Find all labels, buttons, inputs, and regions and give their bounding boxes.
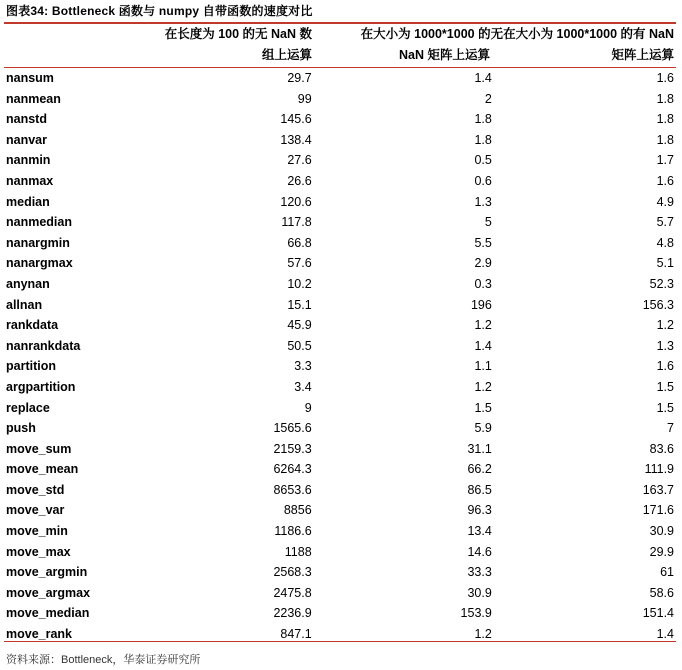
source-note: 资料来源：Bottleneck，华泰证券研究所 — [6, 654, 201, 666]
header-col2-line1: 在大小为 1000*1000 的无在大小为 1000*1000 的有 NaN — [360, 27, 674, 41]
table-row — [4, 315, 676, 336]
value-col1: 45.9 — [287, 318, 312, 333]
header-col3 — [492, 45, 674, 66]
row-name: move_std — [6, 482, 65, 497]
table-row — [4, 439, 676, 460]
value-col3: 156.3 — [642, 297, 674, 312]
row-name: argpartition — [6, 379, 76, 394]
table-row — [4, 562, 676, 583]
value-col3: 83.6 — [649, 441, 674, 456]
value-col1: 27.6 — [287, 153, 312, 168]
table-row — [4, 521, 676, 542]
table-title: 图表34: Bottleneck 函数与 numpy 自带函数的速度对比 — [6, 4, 313, 18]
value-col1: 1188 — [284, 544, 312, 559]
row-name: nanmedian — [6, 215, 72, 230]
table-row — [4, 130, 676, 151]
value-col1: 66.8 — [287, 235, 312, 250]
table-row — [4, 583, 676, 604]
row-name: partition — [6, 359, 56, 374]
row-name: nanmean — [6, 91, 61, 106]
value-col3: 30.9 — [649, 524, 674, 539]
value-col2: 1.2 — [474, 627, 492, 642]
value-col2: 96.3 — [467, 503, 492, 518]
value-col2: 5.5 — [474, 235, 492, 250]
value-col2: 196 — [470, 297, 492, 312]
value-col1: 138.4 — [280, 132, 312, 147]
header-col1-line1: 在长度为 100 的无 NaN 数 — [164, 27, 312, 41]
row-name: nanargmin — [6, 235, 70, 250]
value-col3: 4.8 — [656, 235, 674, 250]
value-col1: 3.3 — [294, 359, 312, 374]
value-col2: 1.8 — [474, 132, 492, 147]
row-name: nanargmax — [6, 256, 73, 271]
value-col3: 1.8 — [656, 91, 674, 106]
value-col3: 58.6 — [649, 585, 674, 600]
value-col2: 0.6 — [474, 173, 492, 188]
row-name: move_mean — [6, 462, 79, 477]
value-col3: 1.2 — [656, 318, 674, 333]
table-row — [4, 192, 676, 213]
value-col3: 52.3 — [649, 276, 674, 291]
table-row — [4, 418, 676, 439]
value-col3: 163.7 — [642, 482, 674, 497]
row-name: move_median — [6, 606, 90, 621]
row-name: push — [6, 421, 36, 436]
header-col2-line2: NaN 矩阵上运算 — [399, 48, 490, 62]
header-col3-line2: 矩阵上运算 — [611, 48, 674, 62]
row-name: move_argmin — [6, 565, 88, 580]
header-col1 — [120, 24, 312, 66]
value-col2: 0.5 — [474, 153, 492, 168]
row-name: nanrankdata — [6, 338, 81, 353]
value-col1: 15.1 — [287, 297, 312, 312]
table-row — [4, 109, 676, 130]
table-row — [4, 459, 676, 480]
value-col3: 7 — [667, 421, 674, 436]
table-row — [4, 295, 676, 316]
value-col2: 5 — [484, 215, 492, 230]
value-col2: 2 — [484, 91, 492, 106]
table-row — [4, 500, 676, 521]
value-col3: 111.9 — [644, 462, 674, 477]
value-col1: 57.6 — [287, 256, 312, 271]
table-row — [4, 398, 676, 419]
value-col1: 9 — [304, 400, 312, 415]
row-name: move_rank — [6, 627, 73, 642]
data-table — [4, 68, 676, 645]
value-col2: 13.4 — [467, 524, 492, 539]
value-col3: 29.9 — [649, 544, 674, 559]
value-col2: 33.3 — [467, 565, 492, 580]
row-name: move_sum — [6, 441, 72, 456]
value-col1: 2159.3 — [273, 441, 312, 456]
row-name: nanmin — [6, 153, 51, 168]
table-row — [4, 274, 676, 295]
row-name: nanmax — [6, 173, 54, 188]
value-col1: 6264.3 — [273, 462, 312, 477]
value-col3: 1.8 — [656, 112, 674, 127]
value-col3: 1.7 — [656, 153, 674, 168]
header-col2 — [328, 24, 674, 45]
value-col1: 2568.3 — [273, 565, 312, 580]
row-name: anynan — [6, 276, 50, 291]
table-row — [4, 377, 676, 398]
value-col3: 1.8 — [656, 132, 674, 147]
value-col3: 1.3 — [656, 338, 674, 353]
header-col1-line2: 组上运算 — [261, 48, 312, 62]
row-name: median — [6, 194, 50, 209]
value-col2: 1.4 — [474, 71, 492, 85]
value-col2: 14.6 — [467, 544, 492, 559]
value-col2: 86.5 — [467, 482, 492, 497]
value-col3: 1.5 — [656, 379, 674, 394]
value-col2: 1.1 — [474, 359, 492, 374]
value-col2: 0.3 — [474, 276, 492, 291]
value-col1: 1565.6 — [273, 421, 312, 436]
value-col1: 2236.9 — [273, 606, 312, 621]
value-col2: 31.1 — [467, 441, 492, 456]
value-col2: 1.2 — [474, 318, 492, 333]
table-row — [4, 480, 676, 501]
table-row — [4, 233, 676, 254]
value-col3: 5.1 — [656, 256, 674, 271]
value-col1: 1186.6 — [274, 524, 312, 539]
value-col3: 1.6 — [656, 173, 674, 188]
value-col2: 66.2 — [467, 462, 492, 477]
bottom-rule — [4, 641, 676, 642]
value-col3: 151.4 — [642, 606, 674, 621]
table-row — [4, 603, 676, 624]
value-col1: 847.1 — [280, 627, 312, 642]
value-col3: 1.6 — [656, 71, 674, 85]
value-col1: 8856 — [283, 503, 312, 518]
value-col3: 171.6 — [642, 503, 674, 518]
value-col1: 145.6 — [280, 112, 312, 127]
table-row — [4, 212, 676, 233]
value-col2: 1.2 — [474, 379, 492, 394]
table-row — [4, 542, 676, 563]
row-name: replace — [6, 400, 50, 415]
row-name: move_max — [6, 544, 71, 559]
value-col3: 4.9 — [656, 194, 674, 209]
value-col1: 29.7 — [287, 71, 312, 85]
value-col2: 1.3 — [474, 194, 492, 209]
value-col1: 10.2 — [287, 276, 312, 291]
value-col1: 99 — [297, 91, 312, 106]
row-name: rankdata — [6, 318, 59, 333]
value-col2: 30.9 — [467, 585, 492, 600]
header-col2b — [320, 45, 490, 66]
row-name: move_var — [6, 503, 65, 518]
value-col3: 5.7 — [656, 215, 674, 230]
value-col1: 117.8 — [281, 215, 312, 230]
value-col3: 1.4 — [656, 627, 674, 642]
value-col1: 8653.6 — [273, 482, 312, 497]
row-name: move_argmax — [6, 585, 91, 600]
table-row — [4, 171, 676, 192]
value-col2: 1.8 — [474, 112, 492, 127]
row-name: nanstd — [6, 112, 47, 127]
table-row — [4, 68, 676, 89]
value-col3: 1.6 — [656, 359, 674, 374]
row-name: nanvar — [6, 132, 47, 147]
value-col2: 2.9 — [474, 256, 492, 271]
value-col1: 3.4 — [294, 379, 312, 394]
row-name: nansum — [6, 71, 54, 85]
row-name: allnan — [6, 297, 43, 312]
table-row — [4, 150, 676, 171]
value-col3: 61 — [660, 565, 674, 580]
value-col2: 5.9 — [474, 421, 492, 436]
value-col1: 120.6 — [280, 194, 312, 209]
value-col2: 1.5 — [474, 400, 492, 415]
row-name: move_min — [6, 524, 68, 539]
table-row — [4, 356, 676, 377]
value-col3: 1.5 — [656, 400, 674, 415]
value-col1: 2475.8 — [273, 585, 312, 600]
table-row — [4, 89, 676, 110]
value-col1: 50.5 — [287, 338, 312, 353]
value-col2: 153.9 — [460, 606, 492, 621]
table-row — [4, 336, 676, 357]
value-col1: 26.6 — [287, 173, 312, 188]
table-row — [4, 253, 676, 274]
value-col2: 1.4 — [474, 338, 492, 353]
